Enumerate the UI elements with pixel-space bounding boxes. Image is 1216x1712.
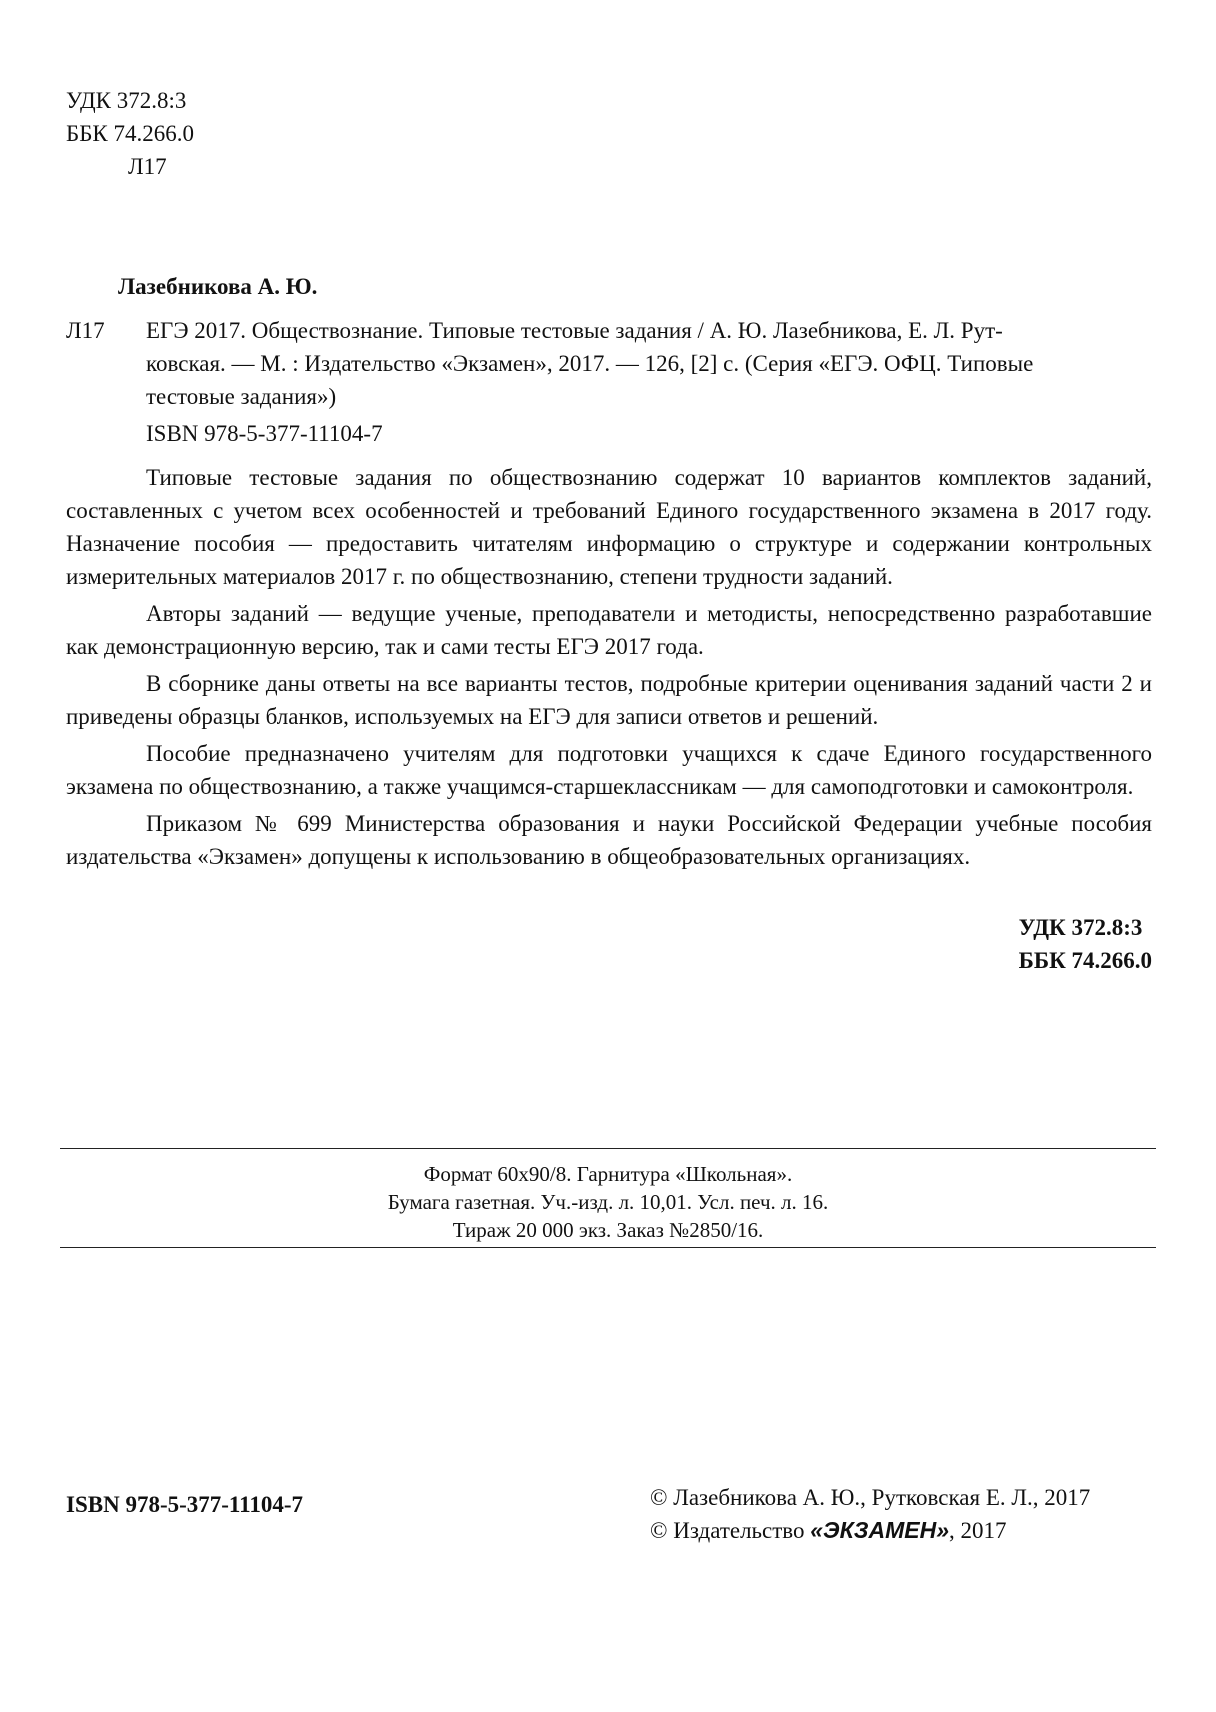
copyright-publisher — [650, 1514, 1090, 1547]
publisher-name: «ЭКЗАМЕН» — [810, 1517, 950, 1543]
imprint-format-line: Формат 60x90/8. Гарнитура «Школьная». — [423, 1162, 793, 1186]
abstract-paragraph: Приказом № 699 Министерства образования и науки Российской Федерации учебные пособия издательства «Экзамен» допущены к использованию в общеобразовательных организациях. — [66, 811, 1152, 869]
imprint-print-run-line: Тираж 20 000 экз. Заказ №2850/16. — [452, 1218, 764, 1242]
abstract-paragraph: Пособие предназначено учителям для подготовки учащихся к сдаче Единого государственного экзамена по обществознанию, а также учащимся-старшеклассникам — для самоподготовки и самоконтроля. — [66, 741, 1152, 799]
abstract-paragraph: В сборнике даны ответы на все варианты тестов, подробные критерии оценивания заданий части 2 и приведены образцы бланков, используемых на ЕГЭ для записи ответов и решений. — [66, 671, 1152, 729]
author-heading: Лазебникова А. Ю. — [118, 274, 318, 299]
biblio-description — [146, 314, 1152, 413]
copyright-prefix: © Издательство — [650, 1518, 811, 1543]
bibliographic-record — [66, 314, 1152, 413]
copyright-authors: © Лазебникова А. Ю., Рутковская Е. Л., 2017 — [650, 1485, 1091, 1510]
copyright-block — [650, 1481, 1090, 1547]
biblio-isbn: ISBN 978-5-377-11104-7 — [146, 421, 383, 446]
copyright-year: , 2017 — [949, 1518, 1007, 1543]
top-bbk-code: ББК 74.266.0 — [66, 121, 195, 146]
abstract-paragraph: Типовые тестовые задания по обществознанию содержат 10 вариантов комплектов заданий, составленных с учетом всех особенностей и требований Единого государственного экзамена в 2017 году. Назначение пособия — предоставить читателям информацию о структуре и содержании контрольных измерительных материалов 2017 г. по обществознанию, степени трудности заданий. — [66, 465, 1152, 589]
top-udk-code: УДК 372.8:3 — [66, 88, 187, 113]
bbk-code: ББК 74.266.0 — [1018, 948, 1152, 973]
imprint-bottom-rule — [60, 1247, 1156, 1248]
biblio-author-mark: Л17 — [66, 318, 105, 343]
udk-code: УДК 372.8:3 — [1018, 915, 1143, 940]
biblio-line: ЕГЭ 2017. Обществознание. Типовые тестовые задания / А. Ю. Лазебникова, Е. Л. Рут- — [146, 318, 1003, 343]
bottom-classification-codes — [1019, 911, 1152, 977]
abstract — [66, 461, 1152, 877]
imprint-top-rule — [60, 1148, 1156, 1149]
imprint-block — [60, 1160, 1156, 1244]
top-classification-codes — [66, 84, 194, 183]
biblio-line: тестовые задания») — [146, 384, 337, 409]
isbn-footer: ISBN 978-5-377-11104-7 — [66, 1492, 304, 1517]
top-author-mark: Л17 — [128, 154, 167, 179]
imprint-paper-line: Бумага газетная. Уч.-изд. л. 10,01. Усл. печ. л. 16. — [387, 1190, 829, 1214]
biblio-line: ковская. — М. : Издательство «Экзамен», 2017. — 126, [2] с. (Серия «ЕГЭ. ОФЦ. Типовые — [146, 351, 1034, 376]
abstract-paragraph: Авторы заданий — ведущие ученые, преподаватели и методисты, непосредственно разработавшие как демонстрационную версию, так и сами тесты ЕГЭ 2017 года. — [66, 601, 1152, 659]
